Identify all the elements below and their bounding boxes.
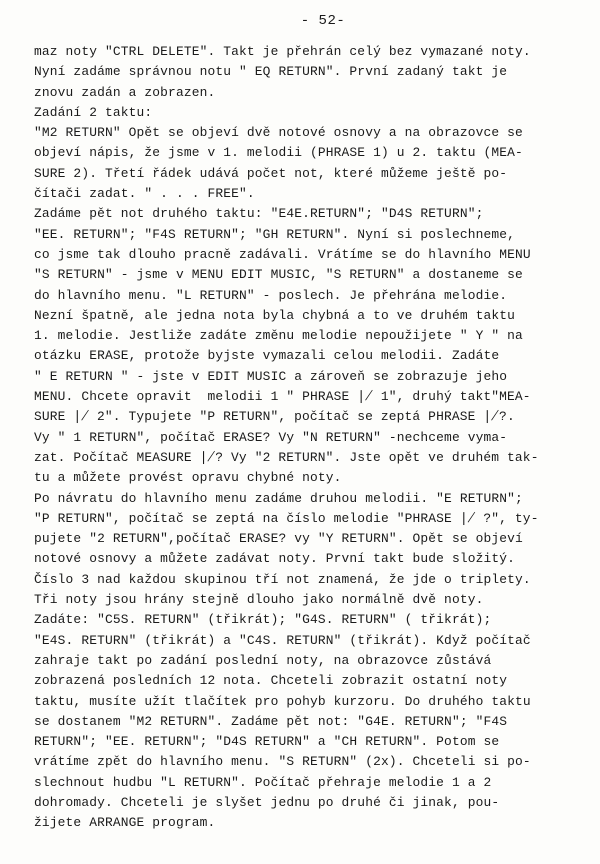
text-line: znovu zadán a zobrazen.: [34, 84, 216, 100]
text-line: "M2 RETURN" Opět se objeví dvě notové osnovy a na obrazovce se: [34, 125, 523, 141]
text-line: SURE ∤ 2". Typujete "P RETURN", počítač se zeptá PHRASE ∤?.: [34, 409, 515, 425]
text-line: vrátíme zpět do hlavního menu. "S RETURN" (2x). Chceteli si po-: [34, 754, 531, 770]
text-line: RETURN"; "EE. RETURN"; "D4S RETURN" a "CH RETURN". Potom se: [34, 734, 500, 750]
text-line: "E4S. RETURN" (třikrát) a "C4S. RETURN" (třikrát). Když počítač: [34, 632, 531, 648]
text-line: Zadáme pět not druhého taktu: "E4E.RETURN"; "D4S RETURN";: [34, 206, 484, 222]
text-line: dohromady. Chceteli je slyšet jednu po druhé či jinak, pou-: [34, 794, 500, 810]
text-line: MENU. Chcete opravit melodii 1 " PHRASE ∤ 1", druhý takt"MEA-: [34, 389, 531, 405]
text-line: Číslo 3 nad každou skupinou tří not znamená, že jde o triplety.: [34, 571, 531, 587]
text-line: taktu, musíte užít tlačítek pro pohyb kurzoru. Do druhého taktu: [34, 693, 531, 709]
text-line: co jsme tak dlouho pracně zadávali. Vrátíme se do hlavního MENU: [34, 246, 531, 262]
text-line: "EE. RETURN"; "F4S RETURN"; "GH RETURN". Nyní si poslechneme,: [34, 226, 516, 242]
text-line: slechnout hudbu "L RETURN". Počítač přehraje melodie 1 a 2: [34, 774, 492, 790]
text-line: " E RETURN " - jste v EDIT MUSIC a zároveň se zobrazuje jeho: [34, 368, 508, 384]
text-line: tu a můžete provést opravu chybné noty.: [34, 470, 342, 486]
text-line: žijete ARRANGE program.: [34, 815, 216, 831]
text-line: zat. Počítač MEASURE ∤? Vy "2 RETURN". Jste opět ve druhém tak-: [34, 449, 539, 465]
text-line: "S RETURN" - jsme v MENU EDIT MUSIC, "S RETURN" a dostaneme se: [34, 267, 523, 283]
text-line: "P RETURN", počítač se zeptá na číslo melodie "PHRASE ∤ ?", ty-: [34, 510, 539, 526]
body-text: [34, 42, 586, 834]
text-line: Zadání 2 taktu:: [34, 104, 153, 120]
text-line: se dostanem "M2 RETURN". Zadáme pět not: "G4E. RETURN"; "F4S: [34, 713, 508, 729]
text-line: čítači zadat. " . . . FREE".: [34, 186, 255, 202]
page-number: - 52-: [300, 13, 346, 29]
text-line: Tři noty jsou hrány stejně dlouho jako normálně dvě noty.: [34, 592, 484, 608]
text-line: Zadáte: "C5S. RETURN" (třikrát); "G4S. RETURN" ( třikrát);: [34, 612, 492, 628]
text-line: Nyní zadáme správnou notu " EQ RETURN". První zadaný takt je: [34, 64, 508, 80]
text-line: SURE 2). Třetí řádek udává počet not, které můžeme ještě po-: [34, 165, 508, 181]
text-line: zahraje takt po zadání poslední noty, na obrazovce zůstává: [34, 652, 492, 668]
text-line: otázku ERASE, protože byjste vymazali celou melodii. Zadáte: [34, 348, 500, 364]
text-line: notové osnovy a můžete zadávat noty. První takt bude složitý.: [34, 551, 516, 567]
text-line: Po návratu do hlavního menu zadáme druhou melodii. "E RETURN";: [34, 490, 523, 506]
text-line: 1. melodie. Jestliže zadáte změnu melodie nepoužijete " Y " na: [34, 328, 523, 344]
text-line: Nezní špatně, ale jedna nota byla chybná a to ve druhém taktu: [34, 307, 516, 323]
text-line: Vy " 1 RETURN", počítač ERASE? Vy "N RETURN" -nechceme vyma-: [34, 429, 508, 445]
text-line: objeví nápis, že jsme v 1. melodii (PHRASE 1) u 2. taktu (MEA-: [34, 145, 523, 161]
text-line: zobrazená posledních 12 nota. Chceteli zobrazit ostatní noty: [34, 673, 508, 689]
text-line: do hlavního menu. "L RETURN" - poslech. Je přehrána melodie.: [34, 287, 508, 303]
text-line: pujete "2 RETURN",počítač ERASE? vy "Y RETURN". Opět se objeví: [34, 531, 523, 547]
text-line: maz noty "CTRL DELETE". Takt je přehrán celý bez vymazané noty.: [34, 44, 531, 59]
